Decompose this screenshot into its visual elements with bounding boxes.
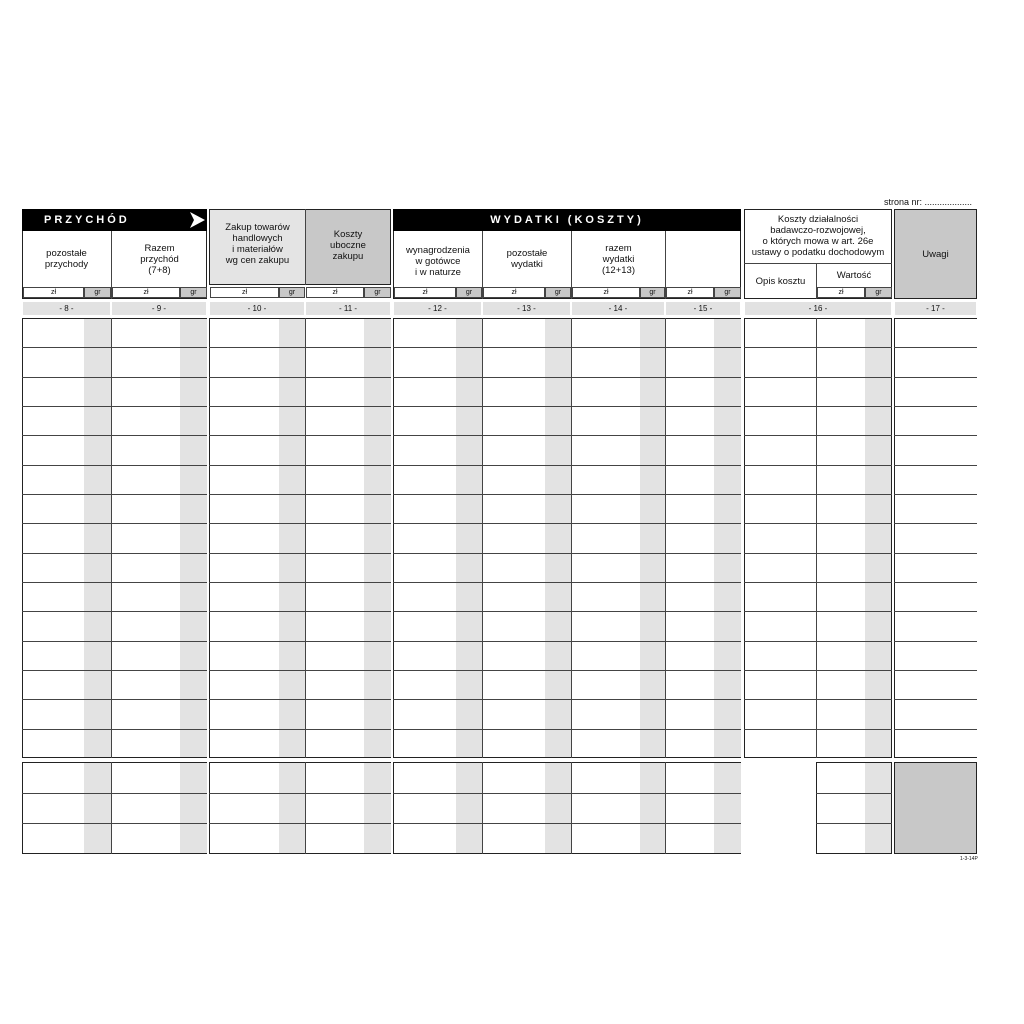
totals-grid-uwagi bbox=[894, 762, 977, 854]
table-row-divider bbox=[209, 435, 391, 436]
column-number: - 16 - bbox=[745, 302, 891, 315]
table-row-divider bbox=[209, 729, 391, 730]
table-row-divider bbox=[744, 377, 892, 378]
table-row-divider bbox=[209, 377, 391, 378]
table-row-divider bbox=[209, 465, 391, 466]
przychod-title-bar bbox=[22, 209, 207, 231]
przychod-title: PRZYCHÓD bbox=[44, 214, 130, 226]
table-row-divider bbox=[393, 793, 741, 794]
col-15-header bbox=[666, 236, 741, 282]
col-16-unit-gr: gr bbox=[865, 287, 892, 298]
page-number-label: strona nr: ................... bbox=[884, 197, 973, 207]
col-10-header: Zakup towarów handlowych i materiałów wg cen zakupu bbox=[225, 222, 290, 266]
col-14-unit-gr: gr bbox=[640, 287, 665, 298]
table-row-divider bbox=[209, 699, 391, 700]
table-row-divider bbox=[209, 793, 391, 794]
column-number: - 11 - bbox=[306, 302, 390, 315]
column-number: - 12 - bbox=[394, 302, 481, 315]
table-row-divider bbox=[393, 347, 741, 348]
table-row-divider bbox=[744, 347, 892, 348]
col-16-unit-zl: zł bbox=[817, 287, 865, 298]
table-row-divider bbox=[22, 729, 207, 730]
table-row-divider bbox=[744, 435, 892, 436]
col-16-opis-header: Opis kosztu bbox=[755, 275, 806, 287]
col-13-header: pozostałe wydatki bbox=[506, 248, 548, 270]
table-row-divider bbox=[209, 406, 391, 407]
table-row-divider bbox=[209, 670, 391, 671]
table-row-divider bbox=[22, 465, 207, 466]
table-row-divider bbox=[209, 553, 391, 554]
col-9-unit-zl: zł bbox=[112, 287, 180, 298]
wydatki-title-bar bbox=[393, 209, 741, 231]
table-row-divider bbox=[393, 465, 741, 466]
col-12-unit-zl: zł bbox=[394, 287, 456, 298]
table-row-divider bbox=[209, 582, 391, 583]
table-row-divider bbox=[22, 406, 207, 407]
col-15-unit-gr: gr bbox=[714, 287, 741, 298]
table-row-divider bbox=[744, 611, 892, 612]
table-row-divider bbox=[22, 670, 207, 671]
table-row-divider bbox=[22, 611, 207, 612]
table-row-divider bbox=[209, 347, 391, 348]
col-9-header: Razem przychód (7+8) bbox=[140, 242, 179, 276]
col-8-unit-zl: zł bbox=[23, 287, 84, 298]
table-row-divider bbox=[894, 611, 977, 612]
table-row-divider bbox=[894, 347, 977, 348]
table-row-divider bbox=[894, 641, 977, 642]
table-row-divider bbox=[744, 523, 892, 524]
table-row-divider bbox=[393, 553, 741, 554]
wydatki-title: WYDATKI (KOSZTY) bbox=[490, 214, 644, 226]
table-row-divider bbox=[393, 729, 741, 730]
table-row-divider bbox=[209, 611, 391, 612]
table-row-divider bbox=[22, 699, 207, 700]
table-row-divider bbox=[209, 523, 391, 524]
table-row-divider bbox=[894, 465, 977, 466]
table-row-divider bbox=[894, 523, 977, 524]
table-row-divider bbox=[209, 641, 391, 642]
table-row-divider bbox=[393, 494, 741, 495]
col-14-unit-zl: zł bbox=[572, 287, 640, 298]
col-14-header: razem wydatki (12+13) bbox=[601, 242, 635, 276]
table-row-divider bbox=[744, 494, 892, 495]
form-code: 1-3-14P bbox=[960, 856, 978, 862]
table-row-divider bbox=[894, 729, 977, 730]
table-row-divider bbox=[744, 641, 892, 642]
col-12-unit-gr: gr bbox=[456, 287, 482, 298]
table-row-divider bbox=[393, 611, 741, 612]
table-row-divider bbox=[816, 823, 892, 824]
table-row-divider bbox=[22, 347, 207, 348]
table-row-divider bbox=[393, 377, 741, 378]
table-row-divider bbox=[816, 793, 892, 794]
table-row-divider bbox=[22, 523, 207, 524]
body-grid-uwagi bbox=[894, 318, 977, 758]
table-row-divider bbox=[894, 699, 977, 700]
col-17-header: Uwagi bbox=[894, 209, 977, 299]
table-row-divider bbox=[22, 435, 207, 436]
col-11-unit-gr: gr bbox=[364, 287, 391, 298]
table-row-divider bbox=[393, 435, 741, 436]
table-row-divider bbox=[744, 582, 892, 583]
column-number: - 14 - bbox=[572, 302, 664, 315]
table-row-divider bbox=[894, 494, 977, 495]
table-row-divider bbox=[22, 793, 207, 794]
col-10-unit-gr: gr bbox=[279, 287, 305, 298]
col-9-unit-gr: gr bbox=[180, 287, 207, 298]
col-15-unit-zl: zł bbox=[666, 287, 714, 298]
table-row-divider bbox=[393, 523, 741, 524]
column-number: - 10 - bbox=[210, 302, 304, 315]
table-row-divider bbox=[744, 406, 892, 407]
table-row-divider bbox=[393, 406, 741, 407]
col-8-header: pozostałe przychody bbox=[44, 248, 89, 270]
table-row-divider bbox=[22, 377, 207, 378]
column-number: - 8 - bbox=[23, 302, 110, 315]
table-row-divider bbox=[894, 582, 977, 583]
col-10-unit-zl: zł bbox=[210, 287, 279, 298]
column-number: - 13 - bbox=[483, 302, 570, 315]
table-row-divider bbox=[22, 582, 207, 583]
table-row-divider bbox=[744, 670, 892, 671]
column-number: - 9 - bbox=[112, 302, 206, 315]
table-row-divider bbox=[393, 699, 741, 700]
col-11-header: Koszty uboczne zakupu bbox=[330, 228, 366, 262]
table-row-divider bbox=[744, 465, 892, 466]
col-13-unit-zl: zł bbox=[483, 287, 545, 298]
table-row-divider bbox=[894, 553, 977, 554]
table-row-divider bbox=[393, 823, 741, 824]
table-row-divider bbox=[894, 406, 977, 407]
col-11-unit-zl: zł bbox=[306, 287, 364, 298]
table-row-divider bbox=[209, 494, 391, 495]
table-row-divider bbox=[393, 582, 741, 583]
col-16-header: Koszty działalności badawczo-rozwojowej, o których mowa w art. 26e ustawy o podatku dochodowym bbox=[751, 214, 885, 258]
col-8-unit-gr: gr bbox=[84, 287, 111, 298]
table-row-divider bbox=[22, 553, 207, 554]
table-row-divider bbox=[393, 670, 741, 671]
col-12-header: wynagrodzenia w gotówce i w naturze bbox=[406, 244, 470, 278]
arrow-right-icon bbox=[188, 211, 206, 229]
table-row-divider bbox=[744, 729, 892, 730]
table-row-divider bbox=[22, 494, 207, 495]
col-16-wartosc-header: Wartość bbox=[836, 269, 872, 281]
column-number: - 17 - bbox=[895, 302, 976, 315]
table-row-divider bbox=[22, 823, 207, 824]
col-13-unit-gr: gr bbox=[545, 287, 571, 298]
table-row-divider bbox=[894, 670, 977, 671]
table-row-divider bbox=[744, 553, 892, 554]
table-row-divider bbox=[894, 377, 977, 378]
table-row-divider bbox=[22, 641, 207, 642]
table-row-divider bbox=[744, 699, 892, 700]
table-row-divider bbox=[393, 641, 741, 642]
table-row-divider bbox=[209, 823, 391, 824]
table-row-divider bbox=[894, 435, 977, 436]
column-number: - 15 - bbox=[666, 302, 740, 315]
